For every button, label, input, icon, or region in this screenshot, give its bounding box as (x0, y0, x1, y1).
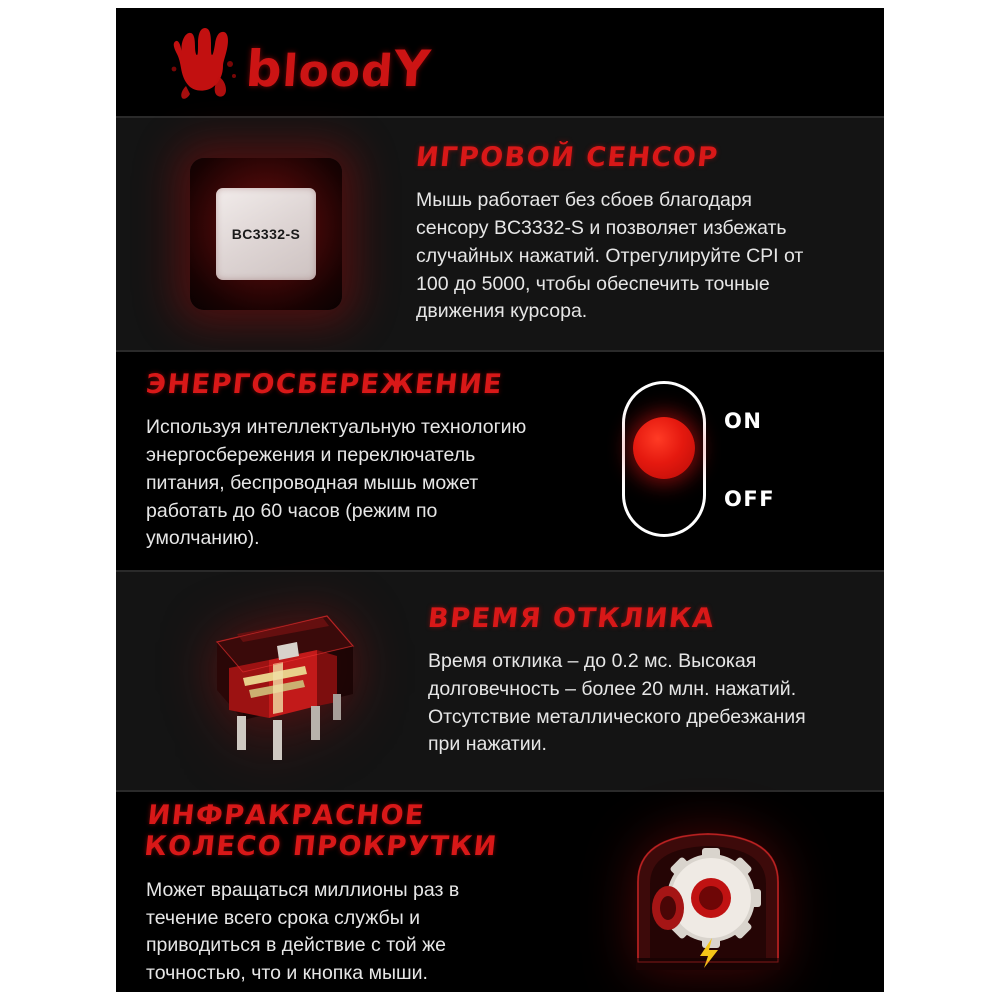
power-saving-title: ЭНЕРГОСБЕРЕЖЕНИЕ (144, 369, 505, 401)
brand-wordmark (244, 40, 433, 98)
sensor-chip-label: BC3332-S (231, 226, 301, 242)
section-power-saving (116, 352, 884, 570)
section-sensor (116, 118, 884, 350)
sensor-chip-icon (190, 158, 342, 310)
scroll-wheel-body: Может вращаться миллионы раз в течение всего срока службы и приводиться в действие с той же точностью, что и кнопка мыши. (146, 878, 460, 984)
brand-header (116, 8, 884, 116)
power-switch-on-label: ON (724, 409, 763, 433)
power-switch-indicator (633, 417, 695, 479)
power-switch-icon (620, 381, 800, 541)
brand-wordmark-mid: lood (280, 46, 396, 97)
micro-switch-icon (177, 594, 367, 769)
section-response-time (116, 572, 884, 790)
bloody-hand-icon (168, 24, 240, 100)
power-switch-off-label: OFF (724, 487, 776, 511)
response-time-title: ВРЕМЯ ОТКЛИКА (426, 602, 717, 634)
scroll-wheel-title-line2: КОЛЕСО ПРОКРУТКИ (142, 831, 500, 863)
response-time-body: Время отклика – до 0.2 мс. Высокая долговечность – более 20 млн. нажатий. Отсутствие металлического дребезжания при нажатии. (428, 650, 806, 756)
scroll-wheel-icon (608, 812, 813, 977)
power-saving-art (536, 381, 884, 541)
bloody-logo (146, 22, 434, 104)
brand-wordmark-lead: b (243, 40, 285, 98)
sensor-body: Мышь работает без сбоев благодаря сенсору BC3332-S и позволяет избежать случайных нажатий. Отрегулируйте CPI от 100 до 5000, чтобы обеспечить точные движения курсора. (416, 189, 804, 323)
scroll-wheel-text (116, 800, 536, 987)
sensor-chip-die (216, 188, 316, 280)
sensor-title: ИГРОВОЙ СЕНСОР (414, 142, 721, 174)
section-scroll-wheel (116, 792, 884, 992)
power-saving-body: Используя интеллектуальную технологию энергосбережения и переключатель питания, беспроводная мышь может работать до 60 часов (режим по умолчанию). (146, 416, 527, 550)
sensor-text (416, 142, 846, 326)
response-time-text (428, 603, 852, 759)
scroll-wheel-title-line1: ИНФРАКРАСНОЕ (146, 800, 427, 832)
response-time-art (116, 594, 428, 769)
scroll-wheel-art (536, 812, 884, 977)
brand-wordmark-tail: Y (391, 40, 434, 98)
infographic-sheet (116, 8, 884, 992)
sensor-art (116, 158, 416, 310)
power-saving-text (116, 369, 536, 553)
scroll-wheel-title (143, 800, 540, 863)
